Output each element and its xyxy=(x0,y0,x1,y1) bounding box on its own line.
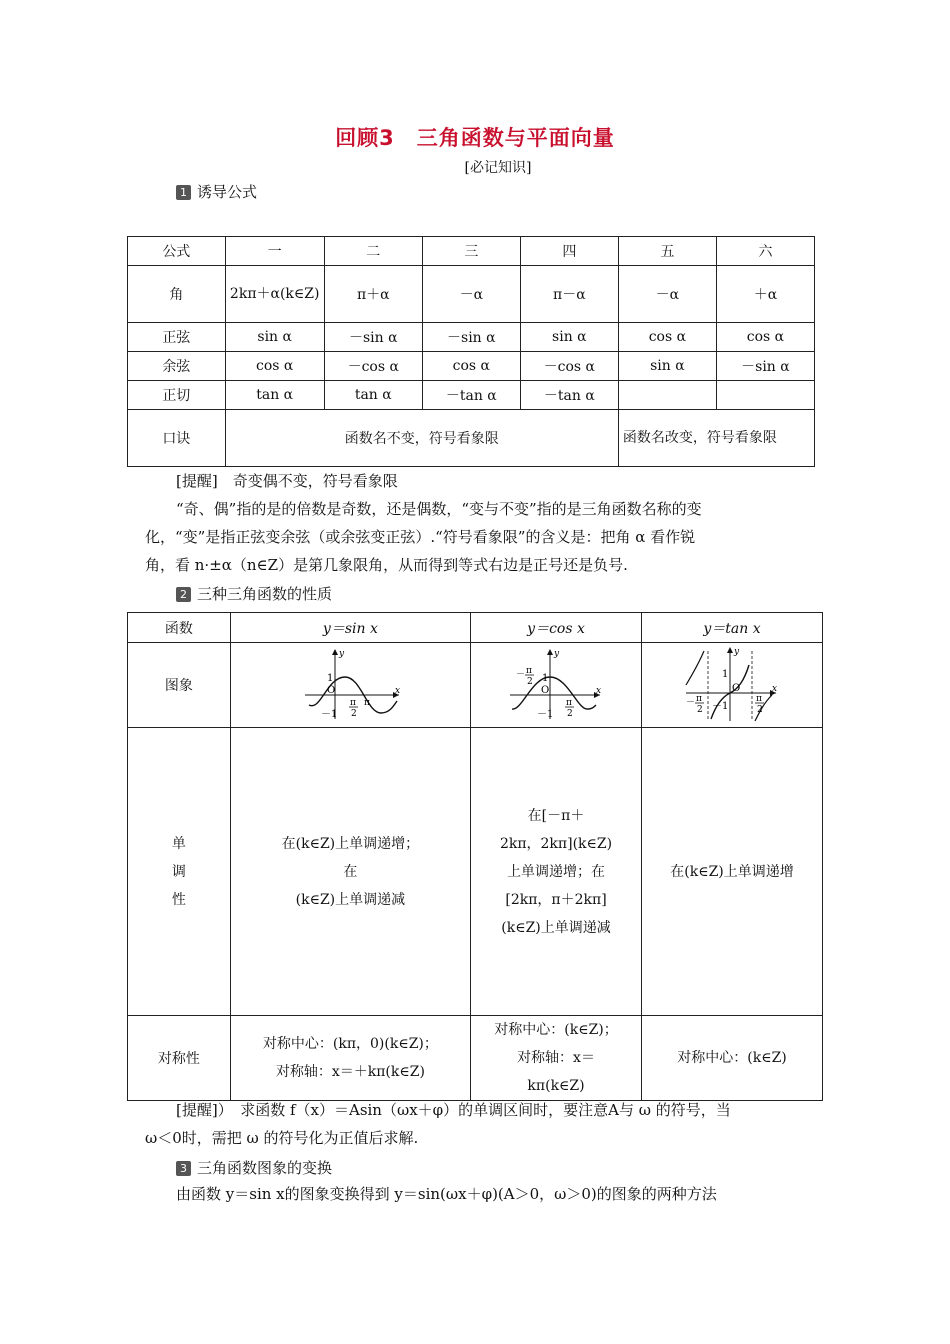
table-cell: sin α xyxy=(225,323,324,352)
sin-symmetry-cell xyxy=(230,1016,470,1101)
monotonicity-label-cell xyxy=(128,728,231,1016)
table-cell: cos α xyxy=(422,352,520,381)
table-cell: 二 xyxy=(324,237,422,266)
tan-monotonicity-cell xyxy=(642,728,823,1016)
text-line: 在(k∈Z)上单调递增； xyxy=(281,835,420,852)
table-cell: －α xyxy=(422,266,520,323)
tan-graph-cell xyxy=(642,643,823,728)
tick-label: π xyxy=(350,698,357,708)
tick-label: O xyxy=(327,685,336,696)
table-cell: sin α xyxy=(520,323,618,352)
table-cell: －sin α xyxy=(422,323,520,352)
text-line: (k∈Z)上单调递减 xyxy=(295,891,406,908)
axis-label: x xyxy=(596,686,602,696)
text-line: 对称轴：x＝ xyxy=(517,1050,595,1066)
tick-label: 2 xyxy=(351,709,358,719)
page-title: 回顾3 三角函数与平面向量 xyxy=(335,126,615,150)
tick-label: O xyxy=(732,683,741,694)
mnemonic-left-cell: 函数名不变，符号看象限 xyxy=(225,410,618,467)
tip-paragraph-line: [提醒]） 求函数 f（x）＝Asin（ωx＋φ）的单调区间时，要注意A与 ω 的符号，当 xyxy=(176,1101,731,1119)
section-title: 三种三角函数的性质 xyxy=(197,585,333,603)
table-cell: 余弦 xyxy=(128,352,226,381)
tick-label: π xyxy=(566,698,572,708)
table-cell: cos α xyxy=(225,352,324,381)
text-line: kπ(k∈Z) xyxy=(527,1078,585,1094)
transform-text: 由函数 y＝sin x的图象变换得到 y＝sin(ωx＋φ)(A＞0，ω＞0)的图象的两种方法 xyxy=(176,1185,717,1203)
text-line: 在(k∈Z)上单调递增 xyxy=(670,863,794,880)
monotonicity-row xyxy=(128,728,823,1016)
tick-label: π xyxy=(526,666,532,676)
table-cell: －sin α xyxy=(324,323,422,352)
table-cell xyxy=(716,381,814,410)
tick-label: π xyxy=(364,698,371,708)
table-cell: 三 xyxy=(422,237,520,266)
page-subtitle: [必记知识] xyxy=(464,160,532,176)
text-line: 2kπ，2kπ](k∈Z) xyxy=(499,835,613,852)
sine-graph xyxy=(295,647,405,723)
mnemonic-right-cell: 函数名改变，符号看象限 xyxy=(618,410,814,467)
axis-label: y xyxy=(554,649,560,659)
table-cell: 一 xyxy=(225,237,324,266)
text-line: (k∈Z)上单调递减 xyxy=(501,919,611,936)
axis-label: x xyxy=(772,684,778,694)
table-cell: 2kπ＋α(k∈Z) xyxy=(225,266,324,323)
table-cell: －α xyxy=(618,266,716,323)
table-cell: 对称性 xyxy=(128,1016,231,1101)
table-cell: 六 xyxy=(716,237,814,266)
tick-label: 1 xyxy=(542,673,549,684)
table-header-row xyxy=(128,613,823,643)
tick-label: 1 xyxy=(722,669,729,680)
cosine-graph xyxy=(506,647,606,723)
tick-label: 2 xyxy=(527,677,533,687)
axis-label: y xyxy=(734,647,740,657)
table-cell: tan α xyxy=(324,381,422,410)
tick-label: 2 xyxy=(567,709,573,719)
tip-heading: [提醒] 奇变偶不变，符号看象限 xyxy=(176,472,398,490)
table-cell: 公式 xyxy=(128,237,226,266)
tip-paragraph-line: ω＜0时，需把 ω 的符号化为正值后求解. xyxy=(145,1129,419,1147)
table-row xyxy=(128,266,815,323)
table-cell: －tan α xyxy=(520,381,618,410)
table-cell: π＋α xyxy=(324,266,422,323)
table-row xyxy=(128,352,815,381)
table-cell: ＋α xyxy=(716,266,814,323)
table-row xyxy=(128,323,815,352)
table-cell: 正弦 xyxy=(128,323,226,352)
section-number-badge: 1 xyxy=(176,185,191,200)
tip-paragraph-line: 化，“变”是指正弦变余弦（或余弦变正弦）.“符号看象限”的含义是：把角 α 看作锐 xyxy=(145,528,696,546)
table-cell: y＝tan x xyxy=(642,613,823,643)
section-title: 诱导公式 xyxy=(197,183,258,201)
tick-label: 1 xyxy=(327,673,334,684)
tick-label: － xyxy=(516,670,526,680)
text-line: 上单调递增；在 xyxy=(507,863,606,880)
table-cell: 正切 xyxy=(128,381,226,410)
text-line: 对称中心：(k∈Z)； xyxy=(494,1022,618,1038)
table-cell xyxy=(618,381,716,410)
sin-monotonicity-cell xyxy=(230,728,470,1016)
section-title: 三角函数图象的变换 xyxy=(197,1159,333,1177)
cos-symmetry-cell xyxy=(470,1016,641,1101)
table-cell: 四 xyxy=(520,237,618,266)
tip-paragraph-line: 角，看 n·±α（n∈Z）是第几象限角，从而得到等式右边是正号还是负号. xyxy=(145,556,628,574)
tick-label: π xyxy=(696,694,702,704)
trig-properties-table xyxy=(127,612,823,1101)
table-cell: －cos α xyxy=(520,352,618,381)
tangent-graph xyxy=(682,645,782,725)
label-char: 调 xyxy=(171,863,186,880)
text-line: [2kπ，π＋2kπ] xyxy=(505,891,607,908)
table-cell: sin α xyxy=(618,352,716,381)
table-cell: 图象 xyxy=(128,643,231,728)
table-cell: cos α xyxy=(716,323,814,352)
tick-label: O xyxy=(541,685,550,696)
text-line: 在 xyxy=(343,863,358,880)
table-cell: 角 xyxy=(128,266,226,323)
text-line: 对称轴：x＝＋kπ(k∈Z) xyxy=(275,1064,425,1080)
text-line: 对称中心：(kπ，0)(k∈Z)； xyxy=(262,1036,438,1052)
table-header-row xyxy=(128,237,815,266)
tip-paragraph-line: “奇、偶”指的是的倍数是奇数，还是偶数，“变与不变”指的是三角函数名称的变 xyxy=(176,500,702,518)
section-number-badge: 3 xyxy=(176,1161,191,1176)
table-cell: π－α xyxy=(520,266,618,323)
section-3-heading xyxy=(176,1157,332,1178)
table-cell: 函数 xyxy=(128,613,231,643)
table-cell: y＝cos x xyxy=(470,613,641,643)
graph-row xyxy=(128,643,823,728)
table-cell: 口诀 xyxy=(128,410,226,467)
section-1-heading xyxy=(176,181,257,202)
table-row xyxy=(128,410,815,467)
table-cell: －cos α xyxy=(324,352,422,381)
axis-label: x xyxy=(395,686,401,696)
text-line: 在[－π＋ xyxy=(527,807,585,824)
table-cell: －sin α xyxy=(716,352,814,381)
tick-label: π xyxy=(756,694,762,704)
sin-graph-cell xyxy=(230,643,470,728)
label-char: 性 xyxy=(171,891,186,908)
cos-graph-cell xyxy=(470,643,641,728)
tick-label: －1 xyxy=(712,701,729,712)
induction-formula-table xyxy=(127,236,815,467)
table-row xyxy=(128,381,815,410)
tick-label: 2 xyxy=(697,705,703,715)
tan-symmetry-cell xyxy=(642,1016,823,1101)
table-cell: y＝sin x xyxy=(230,613,470,643)
table-cell: tan α xyxy=(225,381,324,410)
section-number-badge: 2 xyxy=(176,587,191,602)
section-2-heading xyxy=(176,583,332,604)
label-char: 单 xyxy=(171,835,186,852)
tick-label: 2 xyxy=(757,705,763,715)
cos-monotonicity-cell xyxy=(470,728,641,1016)
text-line: 对称中心：(k∈Z) xyxy=(677,1050,787,1066)
tick-label: －1 xyxy=(321,709,338,720)
tick-label: －1 xyxy=(537,709,554,720)
axis-label: y xyxy=(339,649,345,659)
table-cell: cos α xyxy=(618,323,716,352)
symmetry-row xyxy=(128,1016,823,1101)
table-cell: －tan α xyxy=(422,381,520,410)
tick-label: － xyxy=(686,698,696,708)
table-cell: 五 xyxy=(618,237,716,266)
